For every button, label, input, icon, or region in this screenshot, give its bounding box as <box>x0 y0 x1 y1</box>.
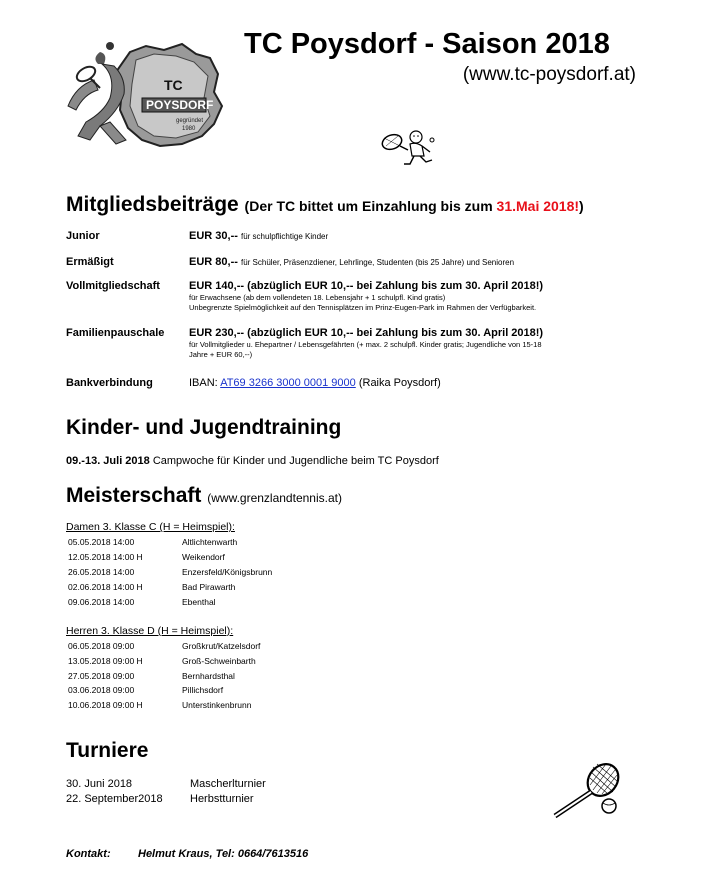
match-opponent: Bernhardsthal <box>182 671 235 681</box>
match-opponent: Großkrut/Katzelsdorf <box>182 641 261 651</box>
match-date: 09.06.2018 14:00 <box>68 597 135 607</box>
bank-label: Bankverbindung <box>66 377 153 389</box>
bank-details: IBAN: AT69 3266 3000 0001 9000 (Raika Poysdorf) <box>189 377 441 389</box>
match-opponent: Bad Pirawarth <box>182 582 236 592</box>
match-opponent: Enzersfeld/Königsbrunn <box>182 567 273 577</box>
logo-text-tc: TC <box>164 77 183 93</box>
match-opponent: Altlichtenwarth <box>182 537 238 547</box>
youth-camp <box>66 455 439 467</box>
payment-note: (Der TC bittet um Einzahlung bis zum 31.Mai 2018!) <box>244 198 584 214</box>
fee-label-full: Vollmitgliedschaft <box>66 280 160 292</box>
fee-junior-desc: für schulpflichtige Kinder <box>240 232 329 241</box>
fee-family-desc-1: für Vollmitglieder u. Ehepartner / Lebensgefährten (+ max. 2 schulpfl. Kinder gratis; Jugendliche von 15-18 <box>189 340 542 349</box>
fee-reduced: EUR 80,-- für Schüler, Präsenzdiener, Lehrlinge, Studenten (bis 25 Jahre) und Senioren <box>189 256 515 268</box>
match-opponent: Unterstinkenbrunn <box>182 700 252 710</box>
match-opponent: Groß-Schweinbarth <box>182 656 256 666</box>
club-logo <box>64 40 226 152</box>
fee-full: EUR 140,-- (abzüglich EUR 10,-- bei Zahlung bis zum 30. April 2018!) <box>189 280 544 292</box>
logo-text-year: 1980 <box>182 126 196 132</box>
contact-value: Helmut Kraus, Tel: 0664/7613516 <box>138 848 309 860</box>
youth-heading: Kinder- und Jugendtraining <box>66 416 342 439</box>
child-tennis-player-icon <box>380 128 438 168</box>
match-date: 13.05.2018 09:00 H <box>68 656 143 666</box>
fee-family: EUR 230,-- (abzüglich EUR 10,-- bei Zahlung bis zum 30. April 2018!) <box>189 327 544 339</box>
logo-text-founded: gegründet <box>176 118 204 124</box>
match-date: 10.06.2018 09:00 H <box>68 700 143 710</box>
membership-heading-text: Mitgliedsbeiträge <box>66 193 239 216</box>
fee-full-desc-2: Unbegrenzte Spielmöglichkeit auf den Tennisplätzen im Prinz-Eugen-Park im Rahmen der Verfügbarkeit. <box>189 303 537 312</box>
match-date: 05.05.2018 14:00 <box>68 537 135 547</box>
youth-camp-date: 09.-13. Juli 2018 <box>66 455 150 467</box>
page-title: TC Poysdorf - Saison 2018 <box>244 28 610 60</box>
iban-link[interactable]: AT69 3266 3000 0001 9000 <box>220 377 356 389</box>
fee-family-desc-2: Jahre + EUR 60,--) <box>189 350 253 359</box>
championship-heading: Meisterschaft (www.grenzlandtennis.at) <box>66 484 342 507</box>
match-opponent: Pillichsdorf <box>182 685 224 695</box>
payment-deadline: 31.Mai 2018! <box>496 198 580 214</box>
tournament-date: 30. Juni 2018 <box>66 778 133 790</box>
fee-label-family: Familienpauschale <box>66 327 165 339</box>
match-date: 26.05.2018 14:00 <box>68 567 135 577</box>
match-date: 02.06.2018 14:00 H <box>68 582 143 592</box>
contact-label: Kontakt: <box>66 848 111 860</box>
youth-camp-text: Campwoche für Kinder und Jugendliche beim TC Poysdorf <box>149 455 439 467</box>
tournament-date: 22. September2018 <box>66 793 163 805</box>
website-text: (www.tc-poysdorf.at) <box>462 64 636 85</box>
championship-link[interactable]: (www.grenzlandtennis.at) <box>207 491 342 505</box>
match-opponent: Ebenthal <box>182 597 216 607</box>
group-title-men: Herren 3. Klasse D (H = Heimspiel): <box>66 625 234 637</box>
match-opponent: Weikendorf <box>182 552 225 562</box>
tournament-name: Mascherlturnier <box>190 778 266 790</box>
fee-reduced-desc: für Schüler, Präsenzdiener, Lehrlinge, Studenten (bis 25 Jahre) und Senioren <box>240 258 515 267</box>
match-date: 03.06.2018 09:00 <box>68 685 135 695</box>
fee-full-desc-1: für Erwachsene (ab dem vollendeten 18. Lebensjahr + 1 schulpfl. Kind gratis) <box>189 293 446 302</box>
fee-label-junior: Junior <box>66 230 100 242</box>
logo-text-name: POYSDORF <box>146 98 214 112</box>
match-date: 27.05.2018 09:00 <box>68 671 135 681</box>
tournament-name: Herbstturnier <box>190 793 254 805</box>
fee-junior: EUR 30,-- für schulpflichtige Kinder <box>189 230 329 242</box>
match-date: 12.05.2018 14:00 H <box>68 552 143 562</box>
membership-heading <box>66 193 584 217</box>
tournaments-heading: Turniere <box>66 739 149 762</box>
fee-label-reduced: Ermäßigt <box>66 256 114 268</box>
tennis-racket-icon <box>547 760 625 822</box>
match-date: 06.05.2018 09:00 <box>68 641 135 651</box>
group-title-women: Damen 3. Klasse C (H = Heimspiel): <box>66 521 235 533</box>
